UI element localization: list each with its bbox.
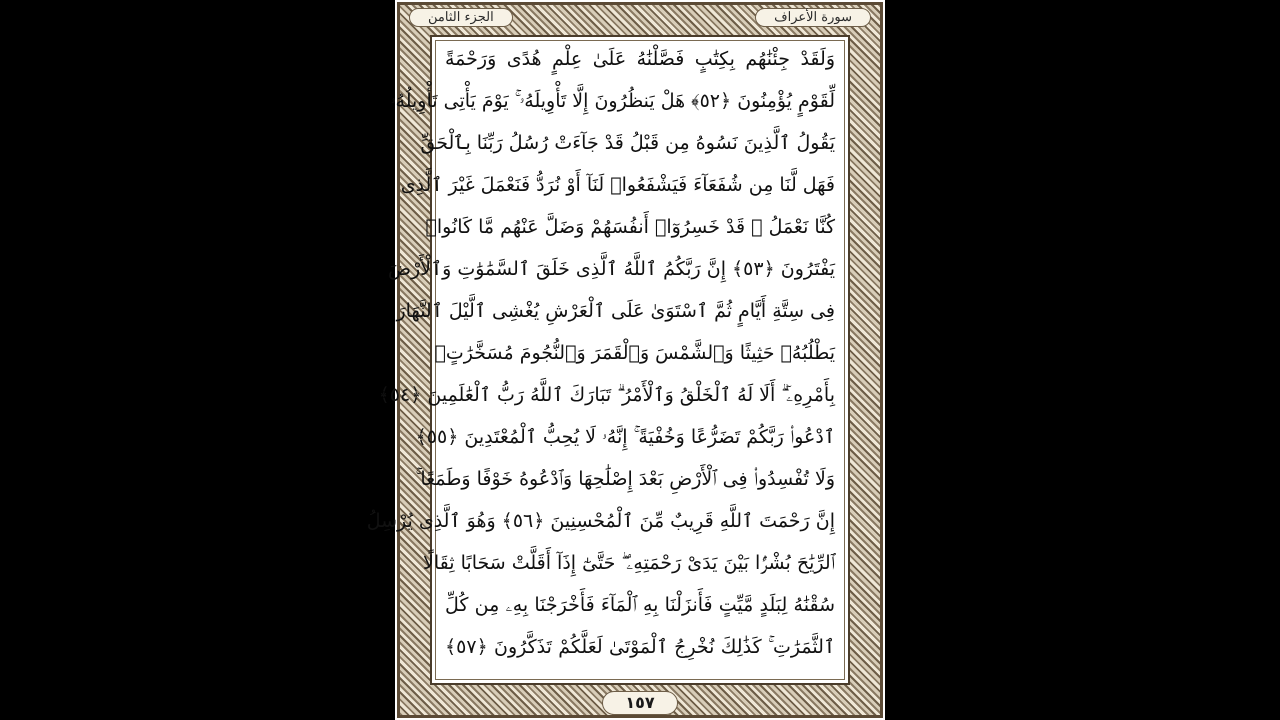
quran-line: فَهَل لَّنَا مِن شُفَعَآءَ فَيَشْفَعُوا۟ لَنَآ أَوْ نُرَدُّ فَنَعْمَلَ غَيْرَ ٱلَّذِى [400,174,835,196]
quran-text-body [366,40,835,676]
quran-line: كُنَّا نَعْمَلُ ۚ قَدْ خَسِرُوٓا۟ أَنفُسَهُمْ وَضَلَّ عَنْهُم مَّا كَانُوا۟ [425,216,835,238]
quran-line: بِأَمْرِهِۦٓ ۗ أَلَا لَهُ ٱلْخَلْقُ وَٱلْأَمْرُ ۗ تَبَارَكَ ٱللَّهُ رَبُّ ٱلْعَٰلَمِينَ ﴿٥٤﴾ [378,384,835,406]
quran-line: يَقُولُ ٱلَّذِينَ نَسُوهُ مِن قَبْلُ قَدْ جَآءَتْ رُسُلُ رَبِّنَا بِٱلْحَقِّ [420,132,835,154]
quran-line: يَطْلُبُهُۥ حَثِيثًا وَٱلشَّمْسَ وَٱلْقَمَرَ وَٱلنُّجُومَ مُسَخَّرَٰتٍۭ [434,342,835,364]
page-header [409,4,871,30]
mushaf-page [366,0,885,720]
surah-label: سورة الأعراف [755,8,871,27]
page-number: ١٥٧ [602,691,677,715]
quran-line: ٱلرِّيَٰحَ بُشْرًۢا بَيْنَ يَدَىْ رَحْمَتِهِۦ ۖ حَتَّىٰٓ إِذَآ أَقَلَّتْ سَحَابًا ثِقَالًا [423,552,835,574]
page-footer [395,690,885,716]
quran-line: وَلَقَدْ جِئْنَٰهُم بِكِتَٰبٍ فَصَّلْنَٰهُ عَلَىٰ عِلْمٍ هُدًى وَرَحْمَةً [445,48,835,70]
juz-label: الجزء الثامن [409,8,513,27]
quran-line: ٱلثَّمَرَٰتِ ۚ كَذَٰلِكَ نُخْرِجُ ٱلْمَوْتَىٰ لَعَلَّكُمْ تَذَكَّرُونَ ﴿٥٧﴾ [445,636,835,658]
quran-line: فِى سِتَّةِ أَيَّامٍ ثُمَّ ٱسْتَوَىٰ عَلَى ٱلْعَرْشِ يُغْشِى ٱلَّيْلَ ٱلنَّهَارَ [396,300,835,322]
quran-line: سُقْنَٰهُ لِبَلَدٍ مَّيِّتٍ فَأَنزَلْنَا بِهِ ٱلْمَآءَ فَأَخْرَجْنَا بِهِۦ مِن كُلِّ [445,594,835,616]
quran-line: إِنَّ رَحْمَتَ ٱللَّهِ قَرِيبٌ مِّنَ ٱلْمُحْسِنِينَ ﴿٥٦﴾ وَهُوَ ٱلَّذِى يُرْسِلُ [366,510,835,532]
quran-line: وَلَا تُفْسِدُوا۟ فِى ٱلْأَرْضِ بَعْدَ إِصْلَٰحِهَا وَٱدْعُوهُ خَوْفًا وَطَمَعًا ۚ [415,468,835,490]
quran-line: ٱدْعُوا۟ رَبَّكُمْ تَضَرُّعًا وَخُفْيَةً ۚ إِنَّهُۥ لَا يُحِبُّ ٱلْمُعْتَدِينَ ﴿٥٥﴾ [415,426,835,448]
quran-line: لِّقَوْمٍ يُؤْمِنُونَ ﴿٥٢﴾ هَلْ يَنظُرُونَ إِلَّا تَأْوِيلَهُۥ ۚ يَوْمَ يَأْتِى تَأْوِيلُهُۥ [390,90,835,112]
quran-line: يَفْتَرُونَ ﴿٥٣﴾ إِنَّ رَبَّكُمُ ٱللَّهُ ٱلَّذِى خَلَقَ ٱلسَّمَٰوَٰتِ وَٱلْأَرْضَ [388,258,835,280]
